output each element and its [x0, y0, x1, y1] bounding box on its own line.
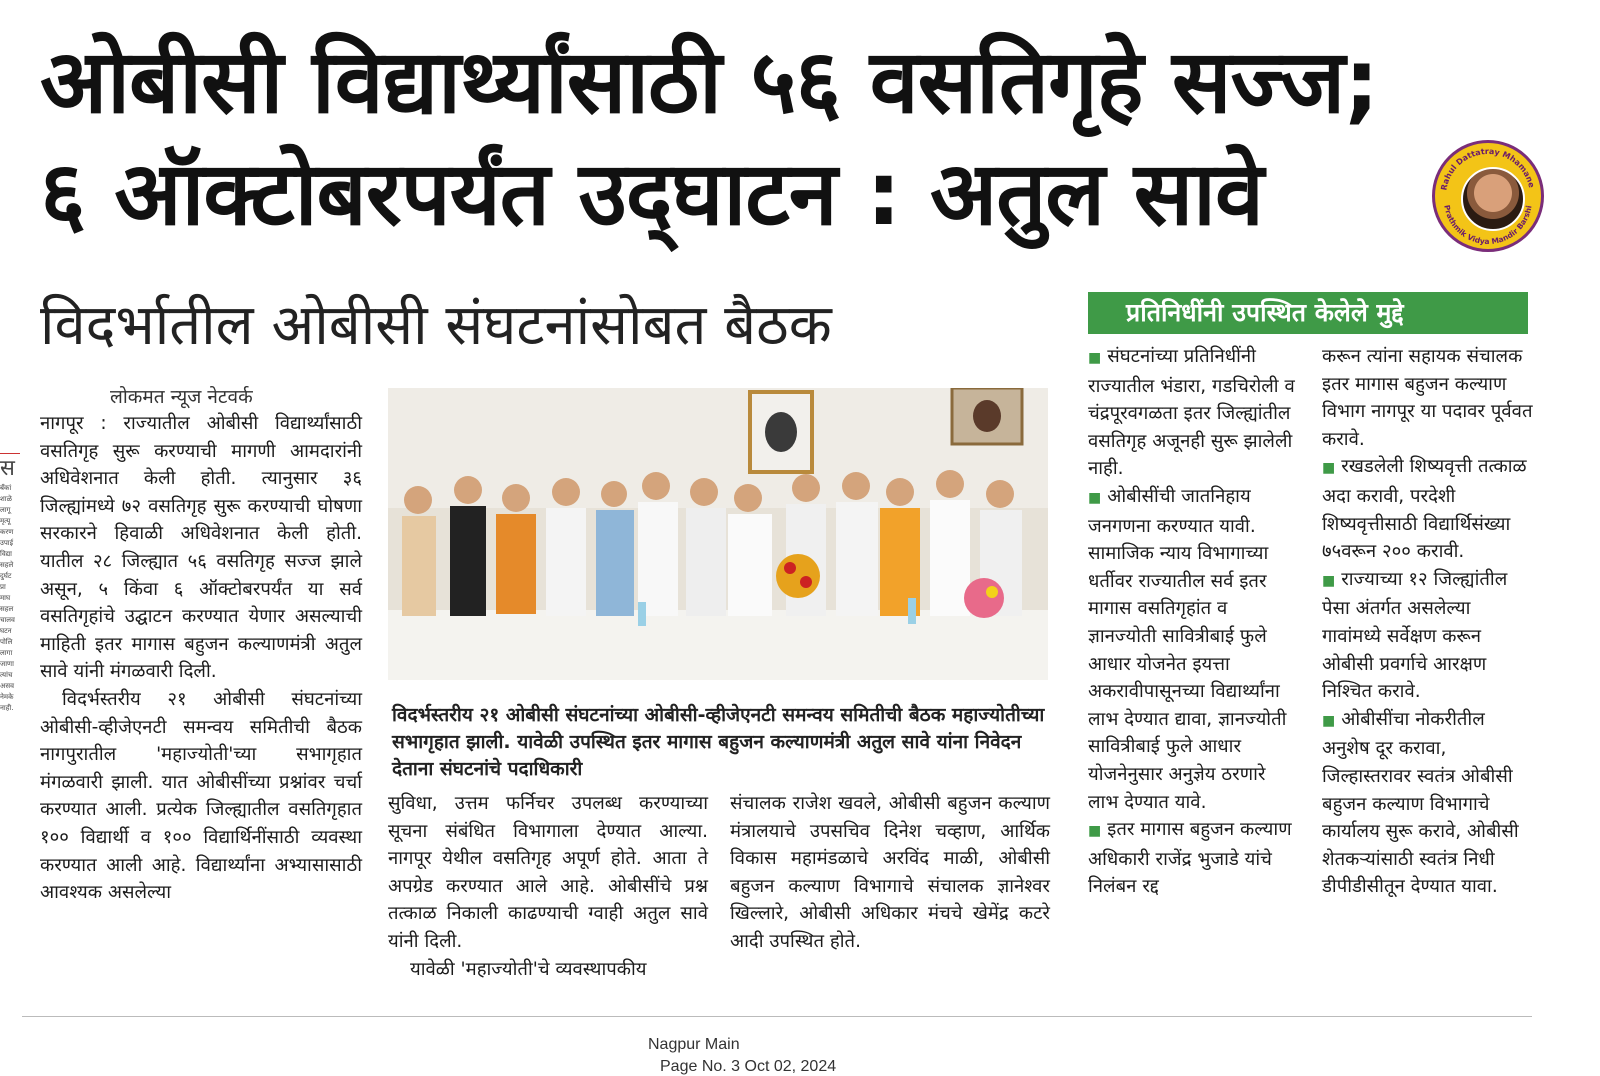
badge-bottom-text: Prathmik Vidya Mandir Barshi	[1442, 204, 1534, 247]
edge-line: चालव	[0, 616, 15, 624]
article-paragraph: विदर्भस्तरीय २१ ओबीसी संघटनांच्या ओबीसी-व्हीजेएनटी समन्वय समितीची बैठक नागपुरातील 'महाज्योती'च्या सभागृहात मंगळवारी झाली. यात ओबीसींच्या प्रश्नांवर चर्चा करण्यात आली. प्रत्येक जिल्ह्यातील वसतिगृहात १०० विद्यार्थी व १०० विद्यार्थिनींसाठी व्यवस्था करण्यात आली आहे. विद्यार्थ्यांना अभ्यासासाठी आवश्यक असलेल्या	[40, 688, 362, 904]
point-item: ■ इतर मागास बहुजन कल्याण अधिकारी राजेंद्र भुजाडे यांचे निलंबन रद्द	[1088, 819, 1292, 898]
article-column-3	[730, 790, 1050, 956]
sidebar-heading-bar	[1088, 292, 1528, 334]
article-paragraph: नागपूर : राज्यातील ओबीसी विद्यार्थ्यांसाठी वसतिगृह सुरू करण्याची मागणी आमदारांनी अधिवेशनात केली होती. त्यानुसार ३६ जिल्ह्यांमध्ये ७२ वसतिगृह सुरू करण्याची घोषणा सरकारने हिवाळी अधिवेशनात केली होती. यातील २८ जिल्ह्यात ५६ वसतिगृह सज्ज झाले असून, ५ किंवा ६ ऑक्टोबरपर्यंत या सर्व वसतिगृहांचे उद्घाटन करण्यात येणार असल्याची माहिती इतर मागास बहुजन कल्याणमंत्री अतुल सावे यांनी मंगळवारी दिली.	[40, 413, 362, 683]
edge-line: विद्या	[0, 550, 12, 558]
page-date-label: Page No. 3 Oct 02, 2024	[660, 1058, 837, 1075]
news-photo	[388, 388, 1048, 680]
article-column-1	[40, 410, 362, 907]
edge-line: असव	[0, 682, 14, 690]
bullet-icon: ■	[1322, 572, 1336, 589]
points-column-1	[1088, 343, 1300, 901]
point-item: ■ संघटनांच्या प्रतिनिधींनी राज्यातील भंडारा, गडचिरोली व चंद्रपूरवगळता इतर जिल्ह्यांतील वसतिगृह अजूनही सुरू झालेली नाही.	[1088, 346, 1295, 480]
point-item: ■ ओबीसींची जातनिहाय जनगणना करण्यात यावी. सामाजिक न्याय विभागाच्या धर्तीवर राज्यातील सर्व इतर मागास वसतिगृहांत व ज्ञानज्योती सावित्रीबाई फुले आधार योजनेत इयत्ता अकरावीपासूनच्या विद्यार्थ्यांना लाभ देण्यात द्यावा, ज्ञानज्योती सावित्रीबाई फुले आधार योजनेनुसार अनुज्ञेय ठरणारे लाभ देण्यात यावे.	[1088, 485, 1287, 813]
point-item: ■ रखडलेली शिष्यवृत्ती तत्काळ अदा करावी, परदेशी शिष्यवृत्तीसाठी विद्यार्थिसंख्या ७५वरून २०० करावी.	[1322, 456, 1527, 563]
edge-letter: स	[0, 456, 15, 481]
edge-line: दुर्घट	[0, 572, 12, 580]
photo-caption: विदर्भस्तरीय २१ ओबीसी संघटनांच्या ओबीसी-व्हीजेएनटी समन्वय समितीची बैठक महाज्योतीच्या सभागृहात झाली. यावेळी उपस्थित इतर मागास बहुजन कल्याणमंत्री अतुल सावे यांना निवेदन देताना संघटनांचे पदाधिकारी	[392, 704, 1045, 780]
bullet-icon: ■	[1322, 712, 1336, 729]
edge-rule	[0, 453, 20, 454]
badge-top-text: Rahul Dattatray Mhamane	[1439, 146, 1537, 192]
edge-line: लागू	[0, 506, 11, 514]
adjacent-article-edge	[0, 455, 22, 714]
article-column-2	[388, 790, 708, 983]
edge-line: घटन	[0, 627, 12, 635]
svg-text:Prathmik Vidya Mandir Barshi	[1442, 204, 1533, 246]
svg-text:Rahul Dattatray Mhamane	[1439, 147, 1536, 191]
edge-line: प्रा	[0, 583, 6, 591]
headline-line-2: ६ ऑक्टोबरपर्यंत उद्‌घाटन : अतुल सावे	[40, 142, 1263, 245]
edge-line: नाही.	[0, 704, 14, 712]
photo-illustration	[388, 388, 1048, 680]
edge-line: बँकां	[0, 484, 12, 492]
edge-lines	[0, 483, 22, 714]
edge-line: माघ	[0, 594, 11, 602]
edge-line: त्यांच	[0, 671, 13, 679]
bullet-icon: ■	[1088, 823, 1102, 840]
edition-label: Nagpur Main	[648, 1036, 740, 1053]
edge-line: करण	[0, 528, 14, 536]
bullet-icon: ■	[1322, 460, 1336, 477]
byline: लोकमत न्यूज नेटवर्क	[110, 386, 253, 408]
edge-line: नेमके	[0, 693, 14, 701]
subheadline: विदर्भातील ओबीसी संघटनांसोबत बैठक	[40, 293, 832, 358]
article-paragraph: सुविधा, उत्तम फर्निचर उपलब्ध करण्याच्या सूचना संबंधित विभागाला देण्यात आल्या. नागपूर येथील वसतिगृह अपूर्ण होते. आता ते अपग्रेड करण्यात आले आहे. ओबीसींचे प्रश्न तत्काळ निकाली काढण्याची ग्वाही अतुल सावे यांनी दिली.	[388, 793, 708, 952]
bullet-icon: ■	[1088, 350, 1102, 366]
point-item: ■ ओबीसींचा नोकरीतील अनुशेष दूर करावा, जिल्हास्तरावर स्वतंत्र ओबीसी बहुजन कल्याण विभागाचे कार्यालय सुरू करावे, ओबीसी शेतकऱ्यांसाठी स्वतंत्र निधी डीपीडीसीतून देण्यात यावा.	[1322, 708, 1519, 898]
point-item: ■ राज्याच्या १२ जिल्ह्यांतील पेसा अंतर्गत असलेल्या गावांमध्ये सर्वेक्षण करून ओबीसी प्रवर्गाचे आरक्षण निश्चित करावे.	[1322, 568, 1508, 703]
bullet-icon: ■	[1088, 489, 1102, 506]
edge-line: पोलि	[0, 638, 13, 646]
points-column-2	[1322, 343, 1534, 901]
profile-badge	[1432, 140, 1544, 252]
edge-line: मृत्यू	[0, 517, 11, 525]
headline-line-1: ओबीसी विद्यार्थ्यांसाठी ५६ वसतिगृहे सज्ज;	[40, 30, 1379, 133]
badge-ring-text	[1432, 140, 1544, 252]
article-paragraph: यावेळी 'महाज्योती'चे व्यवस्थापकीय	[410, 958, 647, 980]
article-paragraph: संचालक राजेश खवले, ओबीसी बहुजन कल्याण मंत्रालयाचे उपसचिव दिनेश चव्हाण, आर्थिक विकास महामंडळाचे अरविंद माळी, ओबीसी बहुजन कल्याण विभागाचे संचालक ज्ञानेश्वर खिल्लारे, ओबीसी अधिकार मंचचे खेमेंद्र कटरे आदी उपस्थित होते.	[730, 793, 1050, 952]
point-continuation: करून त्यांना सहायक संचालक इतर मागास बहुजन कल्याण विभाग नागपूर या पदावर पूर्ववत करावे.	[1322, 346, 1533, 450]
sidebar-heading: प्रतिनिधींनी उपस्थित केलेले मुद्दे	[1126, 298, 1404, 327]
edge-line: शाळे	[0, 495, 12, 503]
bottom-rule	[22, 1016, 1532, 1017]
edge-line: सहल	[0, 605, 14, 613]
edge-line: जाणा	[0, 660, 14, 668]
edge-line: उपाई	[0, 539, 14, 547]
edge-line: सहले	[0, 561, 14, 569]
edge-line: लागा	[0, 649, 13, 657]
